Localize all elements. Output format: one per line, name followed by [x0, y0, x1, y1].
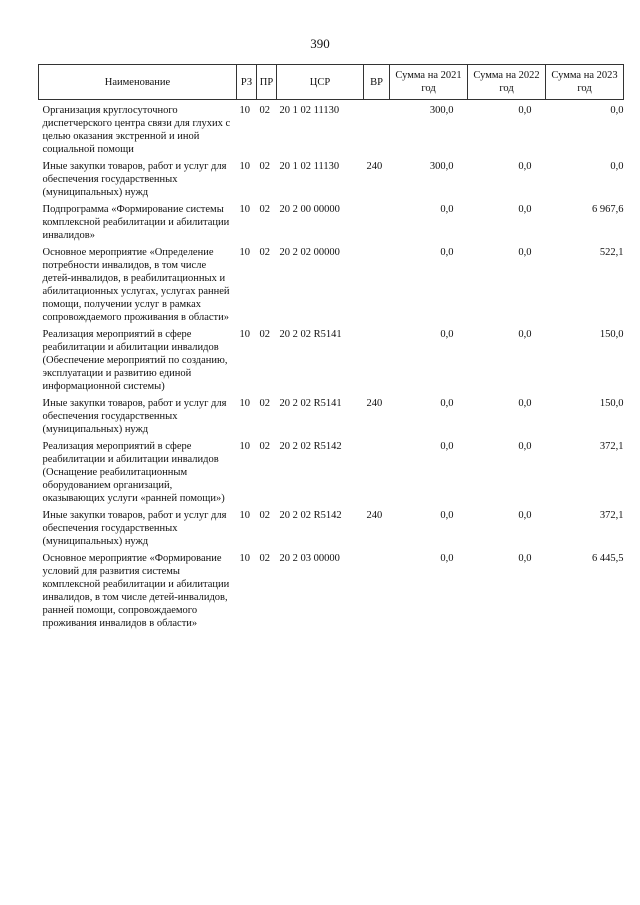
- row-rz: 10: [239, 204, 250, 215]
- row-csr: 20 2 02 R5141: [279, 398, 342, 409]
- table-row: [39, 548, 624, 630]
- row-pr: 02: [259, 161, 270, 172]
- row-name: Иные закупки товаров, работ и услуг для обеспечения государственных (муниципальных) нужд: [42, 161, 227, 198]
- table-row: [39, 505, 624, 548]
- row-sum-2023: 372,1: [599, 441, 624, 452]
- budget-table: [38, 64, 624, 630]
- row-csr: 20 2 03 00000: [279, 553, 340, 564]
- row-sum-2022: 0,0: [518, 247, 532, 258]
- row-sum-2023: 6 967,6: [592, 204, 624, 215]
- row-rz: 10: [239, 510, 250, 521]
- row-pr: 02: [259, 247, 270, 258]
- table-row: [39, 100, 624, 157]
- row-sum-2023: 150,0: [599, 398, 624, 409]
- header-sum-2021: Сумма на 2021 год: [390, 65, 468, 100]
- row-csr: 20 2 02 00000: [279, 247, 340, 258]
- row-sum-2021: 0,0: [440, 510, 454, 521]
- row-sum-2023: 372,1: [599, 510, 624, 521]
- header-name: Наименование: [39, 65, 237, 100]
- row-pr: 02: [259, 105, 270, 116]
- header-vr: ВР: [364, 65, 390, 100]
- row-sum-2021: 300,0: [429, 105, 454, 116]
- row-name: Основное мероприятие «Определение потребности инвалидов, в том числе детей-инвалидов, в реабилитационных и абилитационных услугах, услугах ранней помощи, получении услуг в рамках сопровождаемого проживания в области»: [42, 247, 230, 323]
- row-sum-2023: 150,0: [599, 329, 624, 340]
- row-csr: 20 2 02 R5142: [279, 510, 342, 521]
- row-sum-2021: 0,0: [440, 204, 454, 215]
- row-name: Иные закупки товаров, работ и услуг для обеспечения государственных (муниципальных) нужд: [42, 398, 227, 435]
- row-vr: 240: [366, 510, 383, 521]
- table-row: [39, 324, 624, 393]
- row-vr: [364, 324, 390, 393]
- row-sum-2021: 0,0: [440, 553, 454, 564]
- row-vr: [364, 242, 390, 324]
- row-sum-2022: 0,0: [518, 161, 532, 172]
- header-pr: ПР: [257, 65, 277, 100]
- row-rz: 10: [239, 161, 250, 172]
- page-number: 390: [310, 36, 330, 51]
- row-name: Основное мероприятие «Формирование условий для развития системы комплексной реабилитации и абилитации инвалидов, в том числе детей-инвалидов, ранней помощи, сопровождаемого проживания инвалидов в области»: [42, 553, 230, 629]
- row-sum-2022: 0,0: [518, 204, 532, 215]
- row-sum-2023: 522,1: [599, 247, 624, 258]
- row-rz: 10: [239, 247, 250, 258]
- row-rz: 10: [239, 441, 250, 452]
- table-row: [39, 436, 624, 505]
- row-rz: 10: [239, 105, 250, 116]
- row-sum-2022: 0,0: [518, 398, 532, 409]
- row-csr: 20 2 02 R5142: [279, 441, 342, 452]
- row-vr: [364, 199, 390, 242]
- row-sum-2021: 0,0: [440, 247, 454, 258]
- header-sum-2022: Сумма на 2022 год: [468, 65, 546, 100]
- table-row: [39, 393, 624, 436]
- row-sum-2022: 0,0: [518, 510, 532, 521]
- row-vr: 240: [366, 161, 383, 172]
- row-csr: 20 2 02 R5141: [279, 329, 342, 340]
- row-vr: [364, 100, 390, 157]
- row-sum-2022: 0,0: [518, 105, 532, 116]
- row-sum-2023: 0,0: [610, 105, 624, 116]
- row-sum-2021: 300,0: [429, 161, 454, 172]
- row-rz: 10: [239, 398, 250, 409]
- row-name: Реализация мероприятий в сфере реабилитации и абилитации инвалидов (Обеспечение мероприятий по созданию, эксплуатации и развитию единой информационной системы): [42, 329, 228, 392]
- row-sum-2023: 0,0: [610, 161, 624, 172]
- row-vr: [364, 436, 390, 505]
- row-name: Реализация мероприятий в сфере реабилитации и абилитации инвалидов (Оснащение реабилитационным оборудованием организаций, оказывающих услуги «ранней помощи»): [42, 441, 225, 504]
- row-csr: 20 2 00 00000: [279, 204, 340, 215]
- row-csr: 20 1 02 11130: [279, 161, 340, 172]
- row-name: Подпрограмма «Формирование системы комплексной реабилитации и абилитации инвалидов»: [42, 204, 230, 241]
- row-vr: [364, 548, 390, 630]
- row-sum-2022: 0,0: [518, 441, 532, 452]
- table-row: [39, 156, 624, 199]
- row-name: Иные закупки товаров, работ и услуг для обеспечения государственных (муниципальных) нужд: [42, 510, 227, 547]
- table-row: [39, 242, 624, 324]
- row-pr: 02: [259, 204, 270, 215]
- row-pr: 02: [259, 398, 270, 409]
- row-vr: 240: [366, 398, 383, 409]
- header-csr: ЦСР: [277, 65, 364, 100]
- header-sum-2023: Сумма на 2023 год: [546, 65, 624, 100]
- table-row: [39, 199, 624, 242]
- header-rz: РЗ: [237, 65, 257, 100]
- row-csr: 20 1 02 11130: [279, 105, 340, 116]
- row-pr: 02: [259, 553, 270, 564]
- table-header-row: [39, 65, 624, 100]
- row-pr: 02: [259, 329, 270, 340]
- row-sum-2021: 0,0: [440, 441, 454, 452]
- row-sum-2022: 0,0: [518, 329, 532, 340]
- row-sum-2023: 6 445,5: [592, 553, 624, 564]
- row-sum-2022: 0,0: [518, 553, 532, 564]
- row-rz: 10: [239, 329, 250, 340]
- row-sum-2021: 0,0: [440, 398, 454, 409]
- row-pr: 02: [259, 441, 270, 452]
- row-pr: 02: [259, 510, 270, 521]
- row-sum-2021: 0,0: [440, 329, 454, 340]
- row-name: Организация круглосуточного диспетчерского центра связи для глухих с целью оказания экстренной и иной социальной помощи: [42, 105, 231, 155]
- row-rz: 10: [239, 553, 250, 564]
